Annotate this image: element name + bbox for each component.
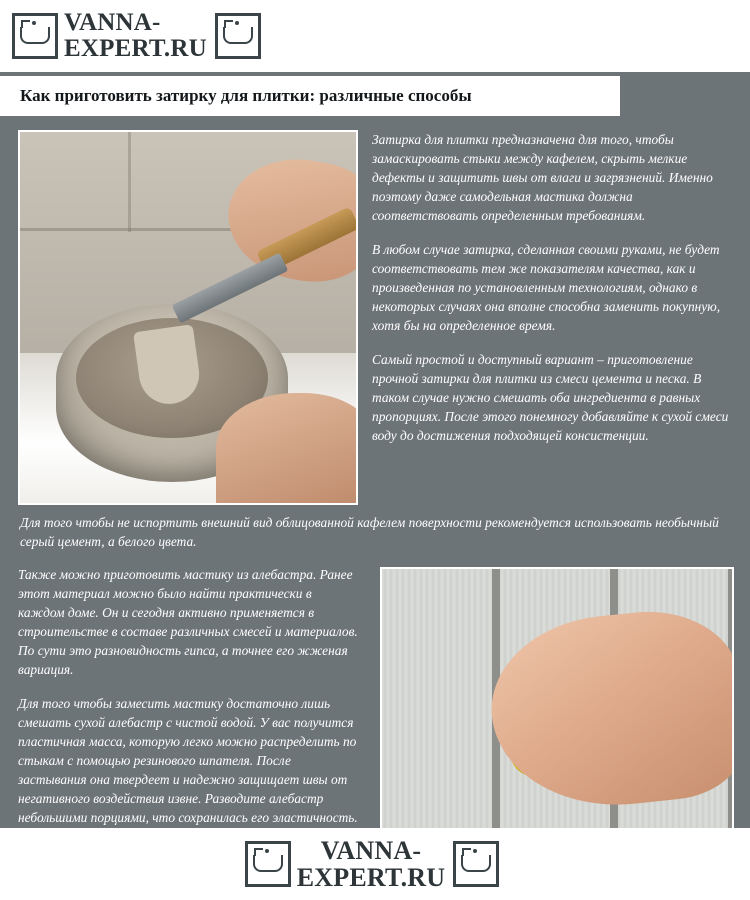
band-paragraph: Для того чтобы не испортить внешний вид облицованной кафелем поверхности рекомендуется использовать необычный серый цемент, а белого цвета. [20,515,719,550]
logo-line-2-footer: EXPERT.RU [296,863,446,892]
left-text-column [18,565,358,842]
site-logo-text[interactable] [64,10,207,63]
photo-mixing-grout-in-bowl [18,130,358,505]
paragraph-1: Затирка для плитки предназначена для того, чтобы замаскировать стыки между кафелем, скрыть мелкие дефекты и защитить швы от влаги и загрязнений. Именно поэтому даже самодельная мастика должна соответствовать определенным требованиям. [372,132,713,224]
logo-line-1-footer: VANNA- [320,835,422,865]
site-footer [0,828,750,900]
article-title-bar [0,76,620,116]
full-width-note [18,507,732,559]
page-title: Как приготовить затирку для плитки: различные способы [20,86,472,105]
paragraph-2: В любом случае затирка, сделанная своими руками, не будет соответствовать тем же показателям качества, как и произведенная по установленным технологиям, однако в некоторых случаях она вполне способна заменить покупную, хотя бы на определенное время. [372,242,721,334]
photo-wiping-tile-joints-sponge [380,567,734,832]
right-text-column [372,130,734,460]
bathtub-icon-footer-left [245,841,291,887]
site-header [0,0,750,72]
paragraph-4: Также можно приготовить мастику из алебастра. Ранее этот материал можно было найти практически в каждом доме. Он и сегодня активно применяется в строительстве в составе различных смесей и материалов. По сути это разновидность гипса, а точнее его жженая вариация. [18,567,358,678]
paragraph-3: Самый простой и доступный вариант – приготовление прочной затирки для плитки из смеси цемента и песка. В таком случае нужно смешать оба ингредиента в равных пропорциях. После этого понемногу добавляйте к сухой смеси воду до достижения подходящей консистенции. [372,352,729,444]
paragraph-5: Для того чтобы замесить мастику достаточно лишь смешать сухой алебастр с чистой водой. У вас получится пластичная масса, которую легко можно распределить по стыкам с помощью резинового шпателя. После застывания она твердеет и надежно защищает швы от негативного воздействия извне. Разводите алебастр небольшими порциями, что сохранилась его эластичность. [18,696,358,826]
site-logo-text-footer[interactable] [297,837,445,892]
bathtub-icon-footer-right [453,841,499,887]
logo-line-1: VANNA- [64,8,161,36]
content-row-top [0,122,750,507]
article-content [0,122,750,885]
bathtub-icon-secondary [215,13,261,59]
bathtub-icon [12,13,58,59]
logo-line-2: EXPERT.RU [64,35,207,62]
